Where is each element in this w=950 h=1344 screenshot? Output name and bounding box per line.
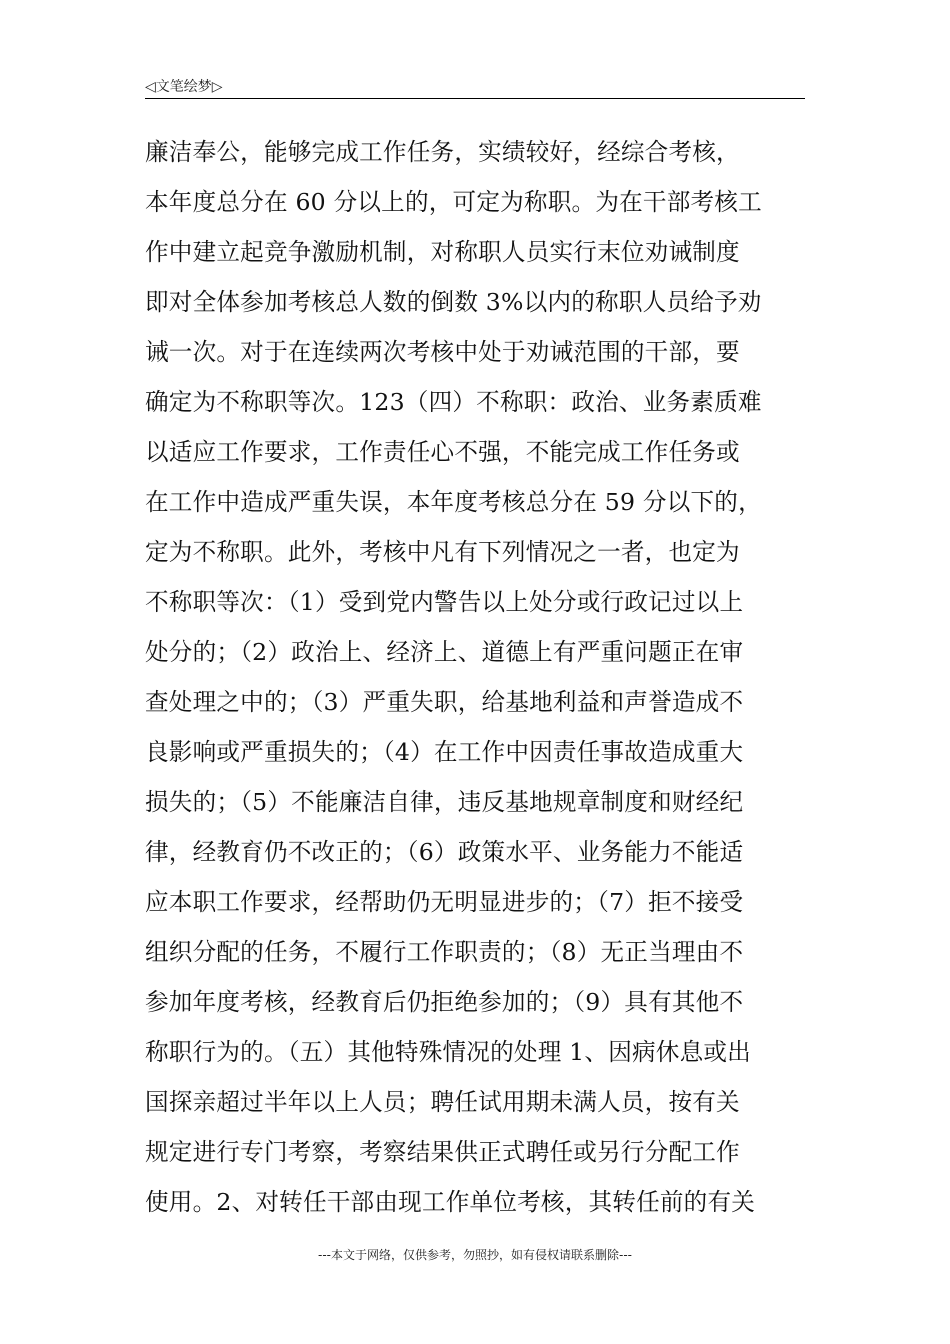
text-line: 律，经教育仍不改正的；（6）政策水平、业务能力不能适: [145, 838, 744, 866]
text-line: 确定为不称职等次。123（四）不称职：政治、业务素质难: [145, 388, 762, 416]
text-line: 诫一次。对于在连续两次考核中处于劝诫范围的干部，要: [145, 338, 740, 366]
document-body: [145, 127, 810, 1227]
text-line: 廉洁奉公，能够完成工作任务，实绩较好，经综合考核，: [145, 138, 740, 166]
text-line: 称职行为的。（五）其他特殊情况的处理 1、因病休息或出: [145, 1038, 751, 1066]
text-line: 良影响或严重损失的；（4）在工作中因责任事故造成重大: [145, 738, 744, 766]
text-line: 在工作中造成严重失误，本年度考核总分在 59 分以下的，: [145, 488, 762, 516]
text-line: 规定进行专门考察，考察结果供正式聘任或另行分配工作: [145, 1138, 740, 1166]
text-line: 国探亲超过半年以上人员；聘任试用期未满人员，按有关: [145, 1088, 740, 1116]
header-title: ◁文笔绘梦▷: [145, 79, 223, 95]
text-line: 即对全体参加考核总人数的倒数 3%以内的称职人员给予劝: [145, 288, 762, 316]
text-line: 组织分配的任务，不履行工作职责的；（8）无正当理由不: [145, 938, 744, 966]
page-footer: ---本文于网络，仅供参考，勿照抄，如有侵权请联系删除---: [318, 1248, 632, 1262]
text-line: 本年度总分在 60 分以上的，可定为称职。为在干部考核工: [145, 188, 762, 216]
text-line: 查处理之中的；（3）严重失职，给基地利益和声誉造成不: [145, 688, 744, 716]
text-line: 使用。2、对转任干部由现工作单位考核，其转任前的有关: [145, 1188, 756, 1216]
text-line: 参加年度考核，经教育后仍拒绝参加的；（9）具有其他不: [145, 988, 744, 1016]
text-line: 作中建立起竞争激励机制，对称职人员实行末位劝诫制度: [145, 238, 740, 266]
text-line: 以适应工作要求，工作责任心不强，不能完成工作任务或: [145, 438, 740, 466]
page-header: [145, 74, 805, 99]
text-line: 应本职工作要求，经帮助仍无明显进步的；（7）拒不接受: [145, 888, 744, 916]
text-line: 处分的；（2）政治上、经济上、道德上有严重问题正在审: [145, 638, 744, 666]
text-line: 损失的；（5）不能廉洁自律，违反基地规章制度和财经纪: [145, 788, 744, 816]
text-line: 不称职等次：（1）受到党内警告以上处分或行政记过以上: [145, 588, 744, 616]
text-line: 定为不称职。此外，考核中凡有下列情况之一者，也定为: [145, 538, 740, 566]
